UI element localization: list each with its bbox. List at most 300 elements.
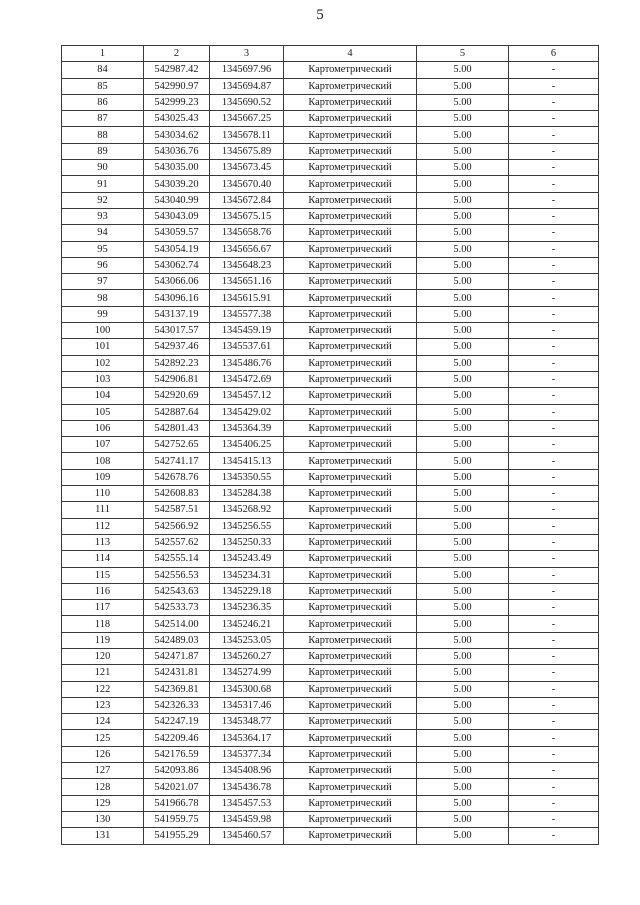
point-number-cell: 115: [62, 567, 144, 583]
table-row: [62, 746, 599, 762]
y-coordinate-cell: 1345429.02: [210, 404, 284, 420]
table-row: [62, 534, 599, 550]
table-row: [62, 681, 599, 697]
accuracy-cell: 5.00: [417, 241, 509, 257]
method-cell: Картометрический: [284, 567, 417, 583]
description-cell: -: [509, 323, 599, 339]
x-coordinate-cell: 541955.29: [144, 828, 210, 844]
description-cell: -: [509, 534, 599, 550]
point-number-cell: 94: [62, 225, 144, 241]
header-cell-accuracy: 5: [417, 46, 509, 62]
table-row: [62, 62, 599, 78]
accuracy-cell: 5.00: [417, 290, 509, 306]
table-row: [62, 437, 599, 453]
y-coordinate-cell: 1345615.91: [210, 290, 284, 306]
point-number-cell: 98: [62, 290, 144, 306]
point-number-cell: 89: [62, 143, 144, 159]
x-coordinate-cell: 542471.87: [144, 648, 210, 664]
point-number-cell: 93: [62, 208, 144, 224]
table-row: [62, 453, 599, 469]
table-row: [62, 583, 599, 599]
y-coordinate-cell: 1345694.87: [210, 78, 284, 94]
accuracy-cell: 5.00: [417, 795, 509, 811]
description-cell: -: [509, 290, 599, 306]
point-number-cell: 129: [62, 795, 144, 811]
point-number-cell: 95: [62, 241, 144, 257]
y-coordinate-cell: 1345246.21: [210, 616, 284, 632]
accuracy-cell: 5.00: [417, 274, 509, 290]
method-cell: Картометрический: [284, 94, 417, 110]
x-coordinate-cell: 542752.65: [144, 437, 210, 453]
method-cell: Картометрический: [284, 518, 417, 534]
table-row: [62, 111, 599, 127]
table-row: [62, 241, 599, 257]
description-cell: -: [509, 828, 599, 844]
table-row: [62, 306, 599, 322]
point-number-cell: 100: [62, 323, 144, 339]
method-cell: Картометрический: [284, 681, 417, 697]
x-coordinate-cell: 542801.43: [144, 420, 210, 436]
point-number-cell: 109: [62, 469, 144, 485]
table-row: [62, 257, 599, 273]
method-cell: Картометрический: [284, 828, 417, 844]
y-coordinate-cell: 1345675.15: [210, 208, 284, 224]
method-cell: Картометрический: [284, 323, 417, 339]
description-cell: -: [509, 616, 599, 632]
point-number-cell: 111: [62, 502, 144, 518]
x-coordinate-cell: 543059.57: [144, 225, 210, 241]
y-coordinate-cell: 1345236.35: [210, 600, 284, 616]
y-coordinate-cell: 1345300.68: [210, 681, 284, 697]
accuracy-cell: 5.00: [417, 371, 509, 387]
accuracy-cell: 5.00: [417, 518, 509, 534]
method-cell: Картометрический: [284, 388, 417, 404]
description-cell: -: [509, 371, 599, 387]
y-coordinate-cell: 1345415.13: [210, 453, 284, 469]
table-row: [62, 94, 599, 110]
description-cell: -: [509, 404, 599, 420]
method-cell: Картометрический: [284, 306, 417, 322]
point-number-cell: 114: [62, 551, 144, 567]
method-cell: Картометрический: [284, 78, 417, 94]
accuracy-cell: 5.00: [417, 306, 509, 322]
method-cell: Картометрический: [284, 437, 417, 453]
y-coordinate-cell: 1345472.69: [210, 371, 284, 387]
accuracy-cell: 5.00: [417, 779, 509, 795]
accuracy-cell: 5.00: [417, 388, 509, 404]
description-cell: -: [509, 567, 599, 583]
y-coordinate-cell: 1345672.84: [210, 192, 284, 208]
point-number-cell: 84: [62, 62, 144, 78]
method-cell: Картометрический: [284, 274, 417, 290]
method-cell: Картометрический: [284, 241, 417, 257]
accuracy-cell: 5.00: [417, 763, 509, 779]
y-coordinate-cell: 1345459.98: [210, 811, 284, 827]
table-row: [62, 290, 599, 306]
y-coordinate-cell: 1345377.34: [210, 746, 284, 762]
point-number-cell: 116: [62, 583, 144, 599]
accuracy-cell: 5.00: [417, 78, 509, 94]
description-cell: -: [509, 746, 599, 762]
point-number-cell: 124: [62, 714, 144, 730]
point-number-cell: 99: [62, 306, 144, 322]
accuracy-cell: 5.00: [417, 600, 509, 616]
description-cell: -: [509, 665, 599, 681]
y-coordinate-cell: 1345364.17: [210, 730, 284, 746]
y-coordinate-cell: 1345670.40: [210, 176, 284, 192]
x-coordinate-cell: 542608.83: [144, 486, 210, 502]
method-cell: Картометрический: [284, 632, 417, 648]
y-coordinate-cell: 1345284.38: [210, 486, 284, 502]
method-cell: Картометрический: [284, 551, 417, 567]
table-row: [62, 502, 599, 518]
point-number-cell: 87: [62, 111, 144, 127]
accuracy-cell: 5.00: [417, 192, 509, 208]
table-row: [62, 616, 599, 632]
method-cell: Картометрический: [284, 355, 417, 371]
x-coordinate-cell: 541959.75: [144, 811, 210, 827]
method-cell: Картометрический: [284, 290, 417, 306]
table-row: [62, 176, 599, 192]
point-number-cell: 123: [62, 697, 144, 713]
x-coordinate-cell: 542176.59: [144, 746, 210, 762]
x-coordinate-cell: 542999.23: [144, 94, 210, 110]
y-coordinate-cell: 1345697.96: [210, 62, 284, 78]
accuracy-cell: 5.00: [417, 176, 509, 192]
method-cell: Картометрический: [284, 811, 417, 827]
table-row: [62, 323, 599, 339]
description-cell: -: [509, 502, 599, 518]
table-row: [62, 388, 599, 404]
point-number-cell: 102: [62, 355, 144, 371]
table-row: [62, 404, 599, 420]
point-number-cell: 122: [62, 681, 144, 697]
table-row: [62, 600, 599, 616]
method-cell: Картометрический: [284, 763, 417, 779]
table-row: [62, 371, 599, 387]
x-coordinate-cell: 543043.09: [144, 208, 210, 224]
x-coordinate-cell: 543034.62: [144, 127, 210, 143]
accuracy-cell: 5.00: [417, 551, 509, 567]
x-coordinate-cell: 543036.76: [144, 143, 210, 159]
accuracy-cell: 5.00: [417, 339, 509, 355]
point-number-cell: 104: [62, 388, 144, 404]
description-cell: -: [509, 388, 599, 404]
method-cell: Картометрический: [284, 404, 417, 420]
x-coordinate-cell: 542557.62: [144, 534, 210, 550]
y-coordinate-cell: 1345350.55: [210, 469, 284, 485]
description-cell: -: [509, 632, 599, 648]
x-coordinate-cell: 542093.86: [144, 763, 210, 779]
x-coordinate-cell: 542566.92: [144, 518, 210, 534]
y-coordinate-cell: 1345243.49: [210, 551, 284, 567]
point-number-cell: 106: [62, 420, 144, 436]
y-coordinate-cell: 1345348.77: [210, 714, 284, 730]
description-cell: -: [509, 257, 599, 273]
accuracy-cell: 5.00: [417, 94, 509, 110]
table-row: [62, 567, 599, 583]
y-coordinate-cell: 1345690.52: [210, 94, 284, 110]
x-coordinate-cell: 542514.00: [144, 616, 210, 632]
x-coordinate-cell: 542906.81: [144, 371, 210, 387]
point-number-cell: 107: [62, 437, 144, 453]
x-coordinate-cell: 542247.19: [144, 714, 210, 730]
table-row: [62, 648, 599, 664]
accuracy-cell: 5.00: [417, 730, 509, 746]
x-coordinate-cell: 542987.42: [144, 62, 210, 78]
point-number-cell: 119: [62, 632, 144, 648]
y-coordinate-cell: 1345457.53: [210, 795, 284, 811]
table-row: [62, 274, 599, 290]
accuracy-cell: 5.00: [417, 697, 509, 713]
point-number-cell: 92: [62, 192, 144, 208]
method-cell: Картометрический: [284, 779, 417, 795]
method-cell: Картометрический: [284, 616, 417, 632]
method-cell: Картометрический: [284, 420, 417, 436]
header-row: [62, 46, 599, 62]
accuracy-cell: 5.00: [417, 225, 509, 241]
y-coordinate-cell: 1345667.25: [210, 111, 284, 127]
point-number-cell: 118: [62, 616, 144, 632]
description-cell: -: [509, 551, 599, 567]
point-number-cell: 90: [62, 160, 144, 176]
point-number-cell: 130: [62, 811, 144, 827]
description-cell: -: [509, 192, 599, 208]
method-cell: Картометрический: [284, 339, 417, 355]
accuracy-cell: 5.00: [417, 632, 509, 648]
table-row: [62, 828, 599, 844]
table-row: [62, 795, 599, 811]
point-number-cell: 88: [62, 127, 144, 143]
description-cell: -: [509, 453, 599, 469]
method-cell: Картометрический: [284, 534, 417, 550]
x-coordinate-cell: 543025.43: [144, 111, 210, 127]
x-coordinate-cell: 542489.03: [144, 632, 210, 648]
accuracy-cell: 5.00: [417, 420, 509, 436]
y-coordinate-cell: 1345678.11: [210, 127, 284, 143]
method-cell: Картометрический: [284, 502, 417, 518]
description-cell: -: [509, 160, 599, 176]
description-cell: -: [509, 339, 599, 355]
x-coordinate-cell: 542533.73: [144, 600, 210, 616]
point-number-cell: 101: [62, 339, 144, 355]
x-coordinate-cell: 542369.81: [144, 681, 210, 697]
y-coordinate-cell: 1345460.57: [210, 828, 284, 844]
accuracy-cell: 5.00: [417, 469, 509, 485]
point-number-cell: 108: [62, 453, 144, 469]
point-number-cell: 105: [62, 404, 144, 420]
y-coordinate-cell: 1345675.89: [210, 143, 284, 159]
x-coordinate-cell: 542887.64: [144, 404, 210, 420]
description-cell: -: [509, 795, 599, 811]
description-cell: -: [509, 469, 599, 485]
table-row: [62, 143, 599, 159]
x-coordinate-cell: 542209.46: [144, 730, 210, 746]
y-coordinate-cell: 1345250.33: [210, 534, 284, 550]
table-row: [62, 763, 599, 779]
description-cell: -: [509, 241, 599, 257]
accuracy-cell: 5.00: [417, 143, 509, 159]
description-cell: -: [509, 306, 599, 322]
point-number-cell: 96: [62, 257, 144, 273]
point-number-cell: 113: [62, 534, 144, 550]
x-coordinate-cell: 543062.74: [144, 257, 210, 273]
table-row: [62, 697, 599, 713]
x-coordinate-cell: 542892.23: [144, 355, 210, 371]
accuracy-cell: 5.00: [417, 486, 509, 502]
point-number-cell: 110: [62, 486, 144, 502]
method-cell: Картометрический: [284, 143, 417, 159]
x-coordinate-cell: 542431.81: [144, 665, 210, 681]
point-number-cell: 86: [62, 94, 144, 110]
table-row: [62, 632, 599, 648]
y-coordinate-cell: 1345656.67: [210, 241, 284, 257]
y-coordinate-cell: 1345457.12: [210, 388, 284, 404]
x-coordinate-cell: 542326.33: [144, 697, 210, 713]
coordinates-table-container: [61, 45, 598, 845]
header-cell-point-number: 1: [62, 46, 144, 62]
description-cell: -: [509, 486, 599, 502]
description-cell: -: [509, 208, 599, 224]
accuracy-cell: 5.00: [417, 62, 509, 78]
table-row: [62, 208, 599, 224]
page-number: 5: [316, 7, 324, 23]
description-cell: -: [509, 648, 599, 664]
table-row: [62, 811, 599, 827]
x-coordinate-cell: 542937.46: [144, 339, 210, 355]
x-coordinate-cell: 542555.14: [144, 551, 210, 567]
table-row: [62, 551, 599, 567]
description-cell: -: [509, 176, 599, 192]
description-cell: -: [509, 62, 599, 78]
description-cell: -: [509, 730, 599, 746]
point-number-cell: 97: [62, 274, 144, 290]
description-cell: -: [509, 681, 599, 697]
x-coordinate-cell: 542678.76: [144, 469, 210, 485]
x-coordinate-cell: 543096.16: [144, 290, 210, 306]
method-cell: Картометрический: [284, 371, 417, 387]
y-coordinate-cell: 1345648.23: [210, 257, 284, 273]
y-coordinate-cell: 1345229.18: [210, 583, 284, 599]
table-row: [62, 78, 599, 94]
method-cell: Картометрический: [284, 600, 417, 616]
description-cell: -: [509, 127, 599, 143]
x-coordinate-cell: 542021.07: [144, 779, 210, 795]
y-coordinate-cell: 1345260.27: [210, 648, 284, 664]
y-coordinate-cell: 1345234.31: [210, 567, 284, 583]
point-number-cell: 91: [62, 176, 144, 192]
method-cell: Картометрический: [284, 583, 417, 599]
accuracy-cell: 5.00: [417, 323, 509, 339]
method-cell: Картометрический: [284, 111, 417, 127]
y-coordinate-cell: 1345364.39: [210, 420, 284, 436]
accuracy-cell: 5.00: [417, 257, 509, 273]
description-cell: -: [509, 111, 599, 127]
method-cell: Картометрический: [284, 486, 417, 502]
table-row: [62, 486, 599, 502]
description-cell: -: [509, 811, 599, 827]
table-row: [62, 160, 599, 176]
accuracy-cell: 5.00: [417, 208, 509, 224]
table-row: [62, 730, 599, 746]
x-coordinate-cell: 543039.20: [144, 176, 210, 192]
method-cell: Картометрический: [284, 160, 417, 176]
accuracy-cell: 5.00: [417, 828, 509, 844]
table-row: [62, 714, 599, 730]
description-cell: -: [509, 437, 599, 453]
description-cell: -: [509, 600, 599, 616]
point-number-cell: 126: [62, 746, 144, 762]
method-cell: Картометрический: [284, 648, 417, 664]
table-body: [62, 62, 599, 844]
table-row: [62, 192, 599, 208]
description-cell: -: [509, 583, 599, 599]
accuracy-cell: 5.00: [417, 127, 509, 143]
y-coordinate-cell: 1345651.16: [210, 274, 284, 290]
header-cell-x: 2: [144, 46, 210, 62]
accuracy-cell: 5.00: [417, 534, 509, 550]
table-row: [62, 665, 599, 681]
coordinates-table: [61, 45, 599, 845]
accuracy-cell: 5.00: [417, 453, 509, 469]
method-cell: Картометрический: [284, 192, 417, 208]
accuracy-cell: 5.00: [417, 160, 509, 176]
point-number-cell: 120: [62, 648, 144, 664]
point-number-cell: 103: [62, 371, 144, 387]
table-header: [62, 46, 599, 62]
table-row: [62, 420, 599, 436]
point-number-cell: 85: [62, 78, 144, 94]
y-coordinate-cell: 1345486.76: [210, 355, 284, 371]
x-coordinate-cell: 542587.51: [144, 502, 210, 518]
x-coordinate-cell: 542990.97: [144, 78, 210, 94]
header-cell-method: 4: [284, 46, 417, 62]
x-coordinate-cell: 543066.06: [144, 274, 210, 290]
header-cell-description: 6: [509, 46, 599, 62]
x-coordinate-cell: 543035.00: [144, 160, 210, 176]
y-coordinate-cell: 1345577.38: [210, 306, 284, 322]
y-coordinate-cell: 1345658.76: [210, 225, 284, 241]
description-cell: -: [509, 763, 599, 779]
y-coordinate-cell: 1345317.46: [210, 697, 284, 713]
accuracy-cell: 5.00: [417, 811, 509, 827]
y-coordinate-cell: 1345268.92: [210, 502, 284, 518]
x-coordinate-cell: 541966.78: [144, 795, 210, 811]
point-number-cell: 131: [62, 828, 144, 844]
table-row: [62, 355, 599, 371]
accuracy-cell: 5.00: [417, 665, 509, 681]
x-coordinate-cell: 542920.69: [144, 388, 210, 404]
description-cell: -: [509, 518, 599, 534]
description-cell: -: [509, 225, 599, 241]
description-cell: -: [509, 94, 599, 110]
table-row: [62, 518, 599, 534]
accuracy-cell: 5.00: [417, 681, 509, 697]
y-coordinate-cell: 1345274.99: [210, 665, 284, 681]
method-cell: Картометрический: [284, 697, 417, 713]
method-cell: Картометрический: [284, 176, 417, 192]
accuracy-cell: 5.00: [417, 355, 509, 371]
x-coordinate-cell: 542741.17: [144, 453, 210, 469]
method-cell: Картометрический: [284, 127, 417, 143]
accuracy-cell: 5.00: [417, 648, 509, 664]
y-coordinate-cell: 1345673.45: [210, 160, 284, 176]
table-row: [62, 127, 599, 143]
x-coordinate-cell: 543040.99: [144, 192, 210, 208]
method-cell: Картометрический: [284, 257, 417, 273]
description-cell: -: [509, 420, 599, 436]
accuracy-cell: 5.00: [417, 714, 509, 730]
